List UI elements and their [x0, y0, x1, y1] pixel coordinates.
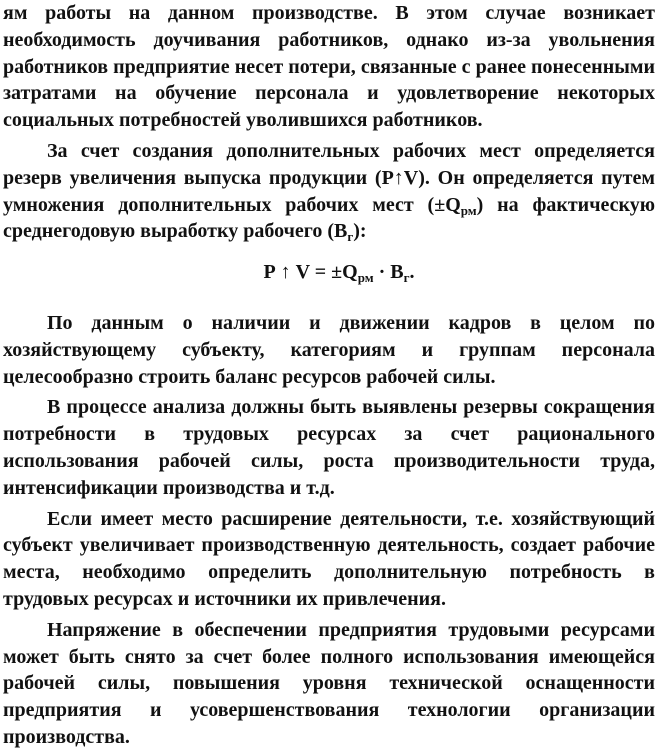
subscript-g: г: [347, 229, 354, 245]
paragraph-expansion: Если имеет место расширение деятельности, т.е. хозяйствующий субъект увеличивает производственную деятельность, создает рабочие места, необходимо определить дополнительную потребность в трудовых ресурсах и источники их привлечения.: [3, 507, 655, 610]
paragraph-retraining: ям работы на данном производстве. В этом случае возникает необходимость доучивания работников, однако из-за увольнения работников предприятие несет потери, связанные с ранее понесенными затратами на обучение персонала и удовлетворение некоторых социальных потребностей уволившихся работников.: [3, 2, 655, 132]
formula-mid: · В: [373, 261, 404, 284]
subscript-rm: рм: [460, 202, 477, 218]
paragraph-additional-workplaces: [3, 138, 655, 245]
paragraph-text-part: ):: [353, 220, 367, 243]
paragraph-tension-relief: Напряжение в обеспечении предприятия трудовыми ресурсами может быть снято за счет более полного использования имеющейся рабочей силы, повышения уровня технической оснащенности предприятия и усовершенствования технологии организации производства.: [3, 618, 655, 748]
paragraph-text-part: За счет создания дополнительных рабочих мест определяется резерв увеличения выпуска продукции (Р↑V). Он определяется путем умножения дополнительных рабочих мест (±Q: [3, 139, 655, 216]
formula-subscript-g: г: [403, 270, 410, 286]
document-page: [3, 0, 655, 751]
paragraph-staff-balance: По данным о наличии и движении кадров в целом по хозяйствующему субъекту, категориям и группам персонала целесообразно строить баланс ресурсов рабочей силы.: [3, 311, 655, 388]
formula-lhs: Р ↑ V = ±Q: [263, 261, 358, 284]
formula-output-growth: [3, 259, 655, 286]
paragraph-reserves-analysis: В процессе анализа должны быть выявлены резервы сокращения потребности в трудовых ресурсах за счет рационального использования рабочей силы, роста производительности труда, интенсификации производства и т.д.: [3, 396, 655, 499]
formula-subscript-rm: рм: [357, 270, 374, 286]
paragraph-text-part: ) на фактическую среднегодовую выработку рабочего (В: [3, 193, 655, 243]
formula-end: .: [409, 261, 415, 284]
